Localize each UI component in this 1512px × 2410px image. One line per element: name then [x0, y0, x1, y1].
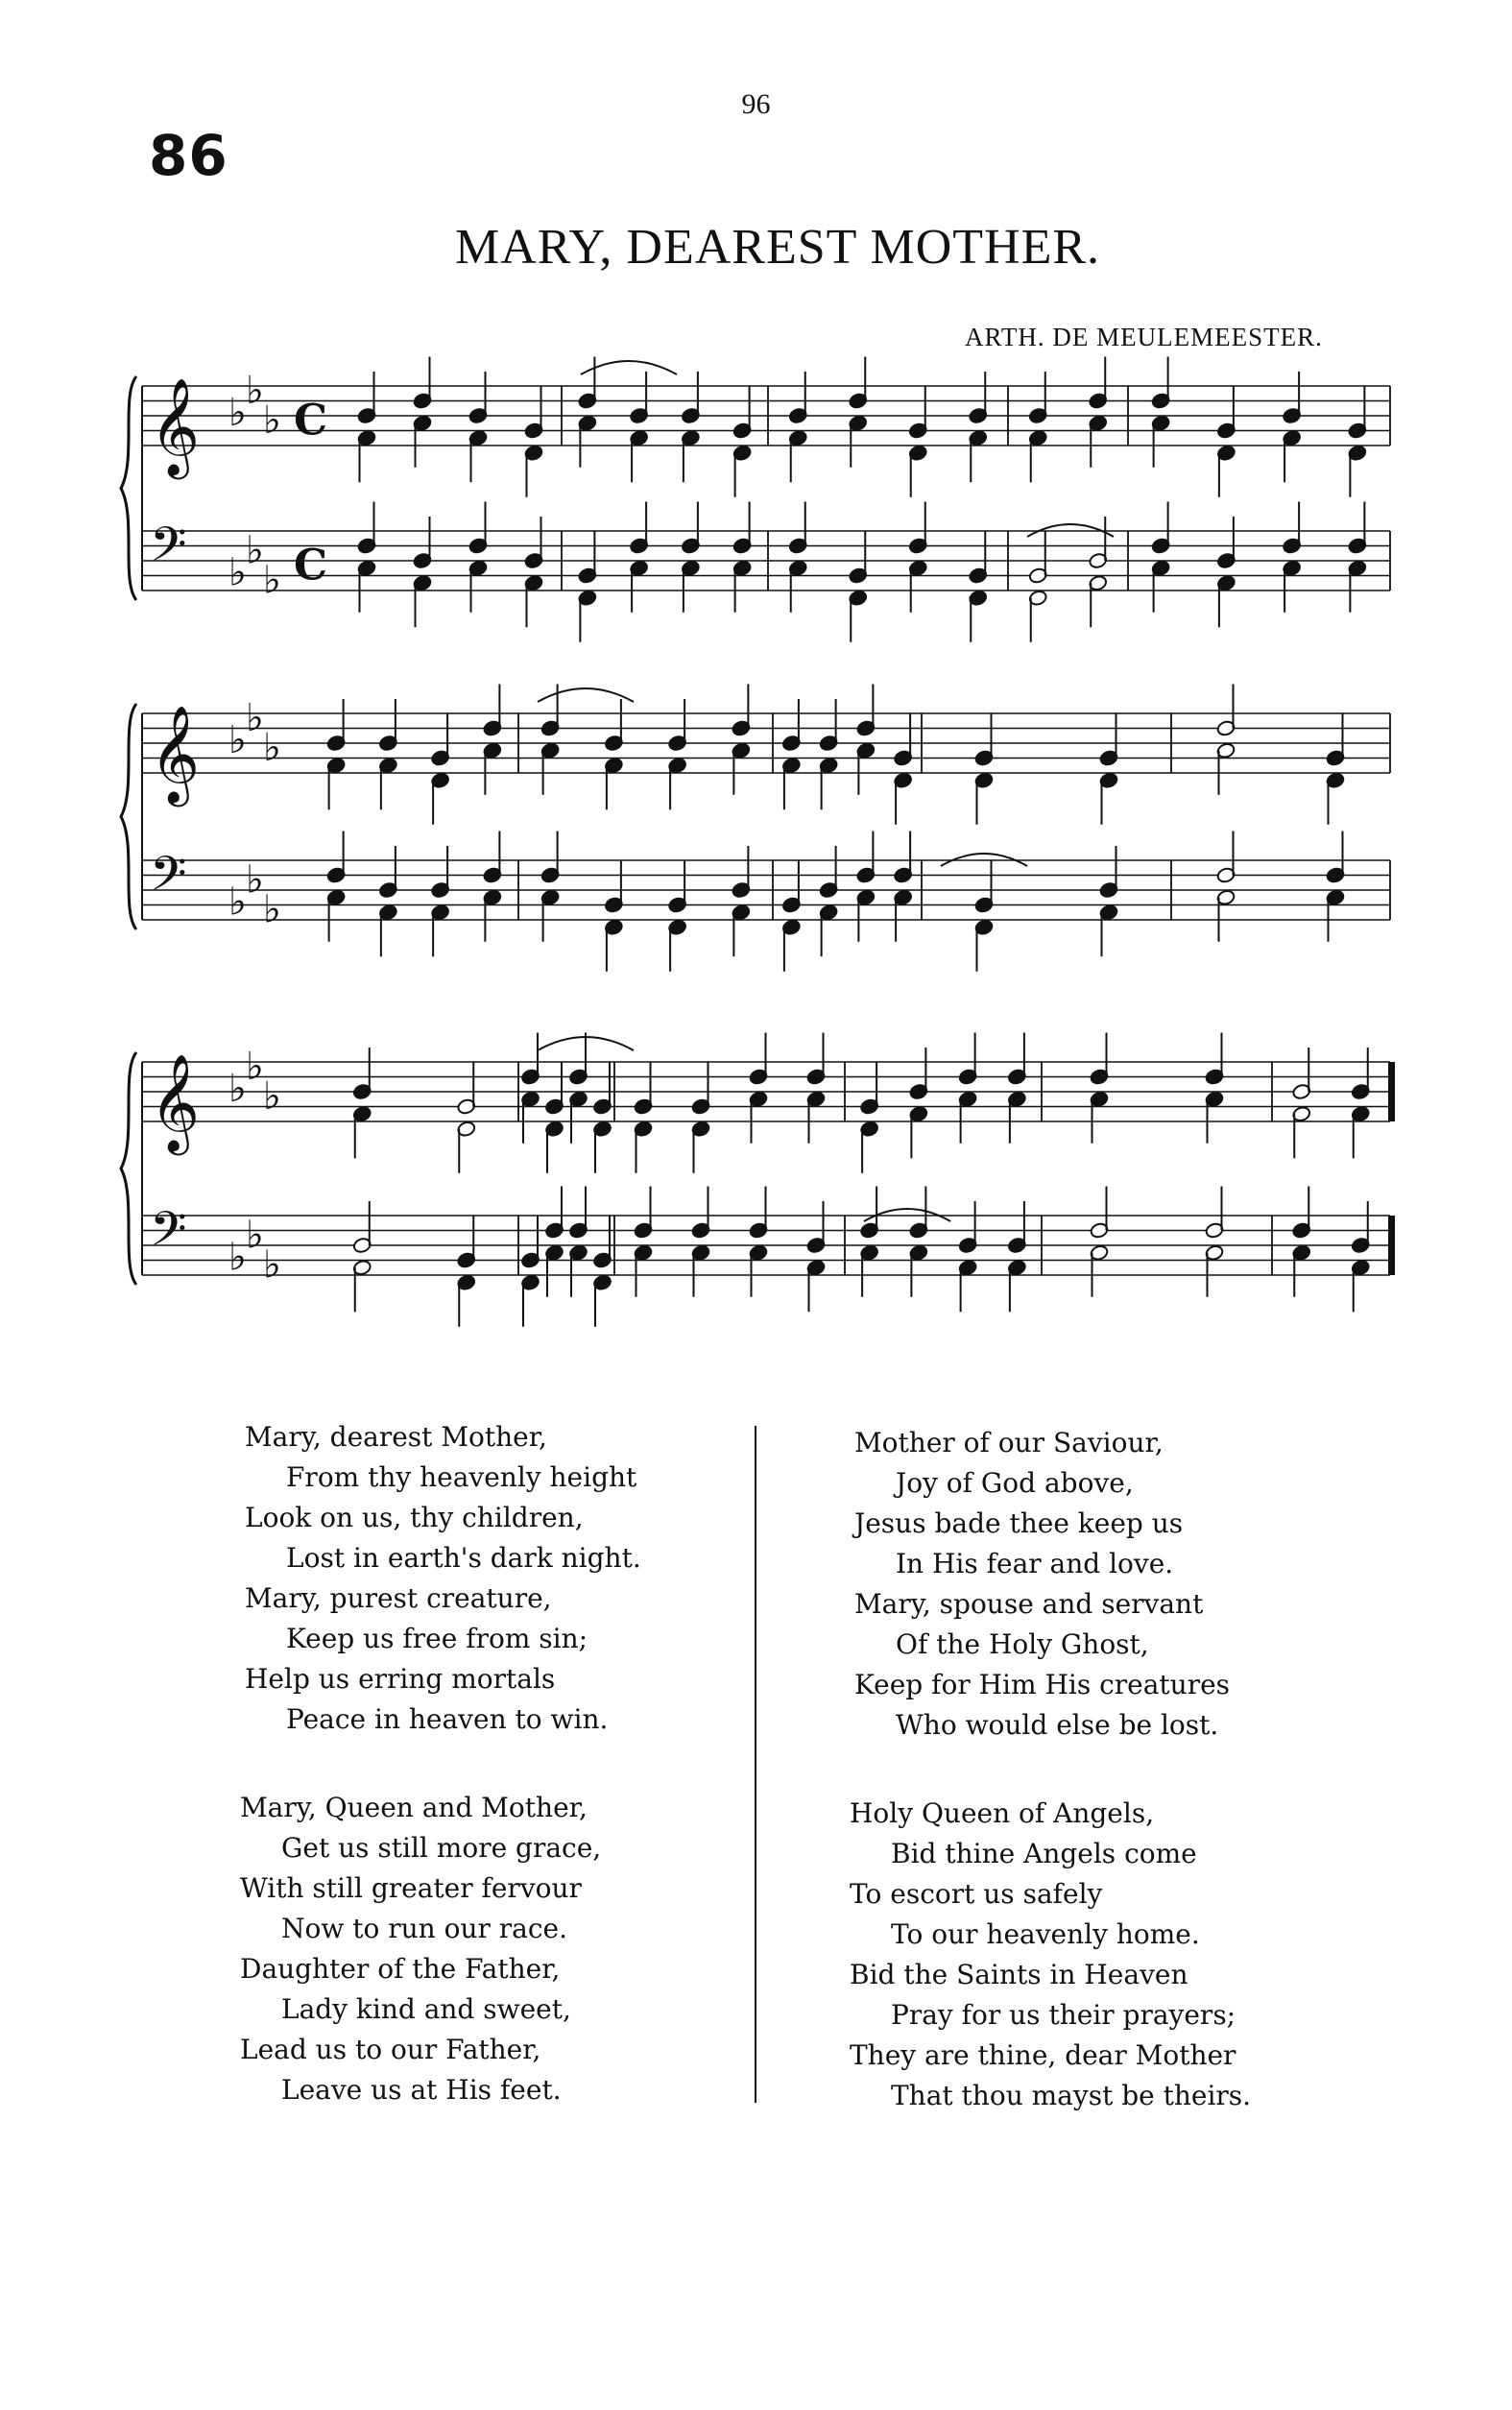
- verse-line: Look on us, thy children,: [245, 1502, 584, 1533]
- verse-line: Holy Queen of Angels,: [850, 1797, 1155, 1829]
- verse-line: Now to run our race.: [281, 1913, 567, 1944]
- bass-clef-icon: 𝄢: [150, 846, 187, 914]
- verse-line: To escort us safely: [850, 1878, 1103, 1910]
- verse-line: Lead us to our Father,: [240, 2034, 541, 2065]
- verse-2: [240, 1788, 601, 2110]
- flat-sign-icon: ♭: [228, 1067, 247, 1111]
- verse-line: Mary, Queen and Mother,: [240, 1792, 588, 1823]
- composer-credit: ARTH. DE MEULEMEESTER.: [965, 323, 1323, 351]
- verse-4: [850, 1794, 1251, 2116]
- verse-line: Keep for Him His creatures: [854, 1669, 1231, 1700]
- flat-sign-icon: ♭: [263, 725, 281, 770]
- flat-sign-icon: ♭: [228, 1235, 247, 1280]
- verse-line: Lady kind and sweet,: [281, 1993, 571, 2025]
- verse-line: Bid the Saints in Heaven: [850, 1959, 1188, 1990]
- verse-line: Mary, spouse and servant: [854, 1588, 1204, 1620]
- flat-sign-icon: ♭: [263, 1073, 281, 1119]
- final-barline: [1388, 1216, 1395, 1275]
- verse-line: Joy of God above,: [896, 1467, 1134, 1499]
- verse-line: To our heavenly home.: [891, 1918, 1200, 1950]
- flat-sign-icon: ♭: [228, 718, 247, 762]
- flat-sign-icon: ♭: [263, 398, 281, 443]
- verse-1: [245, 1417, 641, 1740]
- verse-line: Keep us free from sin;: [286, 1623, 588, 1654]
- verse-line: Daughter of the Father,: [240, 1953, 561, 1985]
- verse-line: In His fear and love.: [896, 1548, 1174, 1579]
- bass-clef-icon: 𝄢: [150, 517, 187, 585]
- verse-line: From thy heavenly height: [286, 1461, 637, 1493]
- verse-line: Of the Holy Ghost,: [896, 1628, 1149, 1660]
- verse-line: Pray for us their prayers;: [891, 1999, 1236, 2031]
- verse-line: Lost in earth's dark night.: [286, 1542, 641, 1574]
- flat-sign-icon: ♭: [246, 368, 264, 413]
- slur: [538, 688, 634, 702]
- verse-3: [854, 1423, 1230, 1746]
- flat-sign-icon: ♭: [228, 550, 247, 595]
- treble-clef-icon: 𝄞: [150, 376, 201, 475]
- verse-line: Who would else be lost.: [896, 1709, 1219, 1741]
- flat-sign-icon: ♭: [246, 528, 264, 573]
- column-divider: [755, 1426, 756, 2103]
- verse-line: Mary, dearest Mother,: [245, 1421, 547, 1453]
- bass-clef-icon: 𝄢: [150, 1201, 187, 1269]
- staff-brace: [121, 1052, 136, 1285]
- verse-line: Mary, purest creature,: [245, 1582, 552, 1614]
- verse-line: That thou mayst be theirs.: [891, 2080, 1252, 2111]
- hymn-number: 86: [149, 123, 228, 188]
- verse-line: Jesus bade thee keep us: [854, 1507, 1184, 1539]
- verse-line: They are thine, dear Mother: [850, 2039, 1236, 2071]
- verse-line: Get us still more grace,: [281, 1832, 602, 1864]
- flat-sign-icon: ♭: [228, 391, 247, 435]
- staff-brace: [121, 376, 136, 600]
- time-signature-icon: C: [294, 541, 328, 590]
- final-barline: [1388, 1062, 1395, 1121]
- time-signature-icon: C: [294, 396, 328, 446]
- verse-line: With still greater fervour: [240, 1872, 582, 1904]
- flat-sign-icon: ♭: [228, 880, 247, 925]
- verse-line: Bid thine Angels come: [891, 1838, 1197, 1869]
- verse-line: Peace in heaven to win.: [286, 1703, 609, 1735]
- flat-sign-icon: ♭: [246, 1044, 264, 1089]
- staff-brace: [121, 704, 136, 929]
- flat-sign-icon: ♭: [246, 857, 264, 903]
- verse-line: Leave us at His feet.: [281, 2074, 562, 2106]
- flat-sign-icon: ♭: [263, 1242, 281, 1288]
- page-number: 96: [741, 88, 771, 120]
- verse-line: Help us erring mortals: [245, 1663, 556, 1695]
- flat-sign-icon: ♭: [263, 558, 281, 603]
- verse-line: Mother of our Saviour,: [854, 1427, 1164, 1458]
- treble-clef-icon: 𝄞: [150, 704, 201, 803]
- flat-sign-icon: ♭: [246, 1213, 264, 1258]
- treble-clef-icon: 𝄞: [150, 1052, 201, 1151]
- flat-sign-icon: ♭: [263, 887, 281, 932]
- hymn-title: MARY, DEAREST MOTHER.: [454, 220, 1101, 275]
- flat-sign-icon: ♭: [246, 695, 264, 740]
